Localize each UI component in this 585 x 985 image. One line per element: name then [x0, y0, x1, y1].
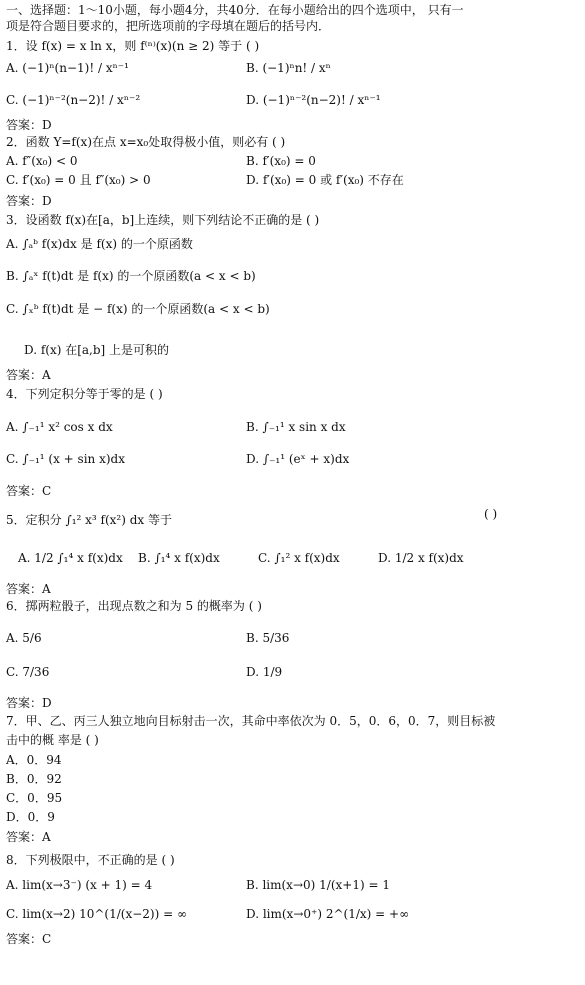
- q2-option-b: B. f′(x₀) = 0: [246, 154, 316, 168]
- q5-stem: 5．定积分 ∫₁² x³ f(x²) dx 等于: [6, 513, 172, 527]
- q4-option-b: B. ∫₋₁¹ x sin x dx: [246, 420, 346, 434]
- q6-answer: 答案：D: [6, 696, 52, 710]
- q7-answer: 答案：A: [6, 830, 51, 844]
- q6-option-c: C. 7/36: [6, 665, 50, 679]
- q8-option-d: D. lim(x→0⁺) 2^(1/x) = +∞: [246, 907, 410, 921]
- q1-option-c: C. (−1)ⁿ⁻²(n−2)! / xⁿ⁻²: [6, 93, 141, 107]
- q5-option-d: D. 1/2 x f(x)dx: [378, 551, 464, 565]
- q7-option-a: A．0．94: [6, 753, 62, 767]
- q8-option-a: A. lim(x→3⁻) (x + 1) = 4: [6, 878, 153, 892]
- q3-option-c: C. ∫ₓᵇ f(t)dt 是 − f(x) 的一个原函数(a < x < b): [6, 302, 270, 316]
- q5-option-b: B. ∫₁⁴ x f(x)dx: [138, 551, 220, 565]
- q1-option-d: D. (−1)ⁿ⁻²(n−2)! / xⁿ⁻¹: [246, 93, 381, 107]
- q3-answer: 答案：A: [6, 368, 51, 382]
- q7-option-d: D．0．9: [6, 810, 55, 824]
- q6-option-b: B. 5/36: [246, 631, 290, 645]
- q6-option-d: D. 1/9: [246, 665, 283, 679]
- q5-option-a: A. 1/2 ∫₁⁴ x f(x)dx: [18, 551, 123, 565]
- q8-option-c: C. lim(x→2) 10^(1/(x−2)) = ∞: [6, 907, 187, 921]
- intro-line-1: 一、选择题：1～10小题，每小题4分，共40分．在每小题给出的四个选项中， 只有一: [6, 3, 464, 17]
- q6-option-a: A. 5/6: [6, 631, 42, 645]
- q7-option-b: B．0．92: [6, 772, 62, 786]
- q8-answer: 答案：C: [6, 932, 52, 946]
- q1-answer: 答案：D: [6, 118, 52, 132]
- q3-stem: 3．设函数 f(x)在[a，b]上连续，则下列结论不正确的是 ( ): [6, 213, 320, 227]
- q1-option-a: A. (−1)ⁿ(n−1)! / xⁿ⁻¹: [6, 61, 129, 75]
- q7-stem-2: 击中的概 率是 ( ): [6, 733, 99, 747]
- q4-option-c: C. ∫₋₁¹ (x + sin x)dx: [6, 452, 125, 466]
- q4-stem: 4．下列定积分等于零的是 ( ): [6, 387, 163, 401]
- q1-option-b: B. (−1)ⁿn! / xⁿ: [246, 61, 331, 75]
- q3-option-a: A. ∫ₐᵇ f(x)dx 是 f(x) 的一个原函数: [6, 237, 193, 251]
- q5-paren: ( ): [484, 507, 498, 521]
- q7-option-c: C．0．95: [6, 791, 63, 805]
- q1-stem: 1．设 f(x) = x ln x，则 f⁽ⁿ⁾(x)(n ≥ 2) 等于 ( ): [6, 39, 260, 53]
- q7-stem-1: 7．甲、乙、丙三人独立地向目标射击一次，其命中率依次为 0．5，0．6，0．7，则目标被: [6, 714, 496, 728]
- q3-option-d: D. f(x) 在[a,b] 上是可积的: [24, 343, 170, 357]
- q2-answer: 答案：D: [6, 194, 52, 208]
- q5-option-c: C. ∫₁² x f(x)dx: [258, 551, 340, 565]
- q4-option-a: A. ∫₋₁¹ x² cos x dx: [6, 420, 113, 434]
- q8-option-b: B. lim(x→0) 1/(x+1) = 1: [246, 878, 390, 892]
- q2-option-a: A. f″(x₀) < 0: [6, 154, 78, 168]
- q3-option-b: B. ∫ₐˣ f(t)dt 是 f(x) 的一个原函数(a < x < b): [6, 269, 256, 283]
- q5-answer: 答案：A: [6, 582, 51, 596]
- q4-option-d: D. ∫₋₁¹ (eˣ + x)dx: [246, 452, 350, 466]
- q2-option-d: D. f′(x₀) = 0 或 f′(x₀) 不存在: [246, 173, 404, 187]
- intro-line-2: 项是符合题目要求的，把所选项前的字母填在题后的括号内．: [6, 19, 331, 33]
- q2-stem: 2．函数 Y=f(x)在点 x=x₀处取得极小值，则必有 ( ): [6, 135, 286, 149]
- q2-option-c: C. f′(x₀) = 0 且 f″(x₀) > 0: [6, 173, 151, 187]
- q8-stem: 8．下列极限中，不正确的是 ( ): [6, 853, 175, 867]
- q4-answer: 答案：C: [6, 484, 52, 498]
- q6-stem: 6．掷两粒骰子，出现点数之和为 5 的概率为 ( ): [6, 599, 262, 613]
